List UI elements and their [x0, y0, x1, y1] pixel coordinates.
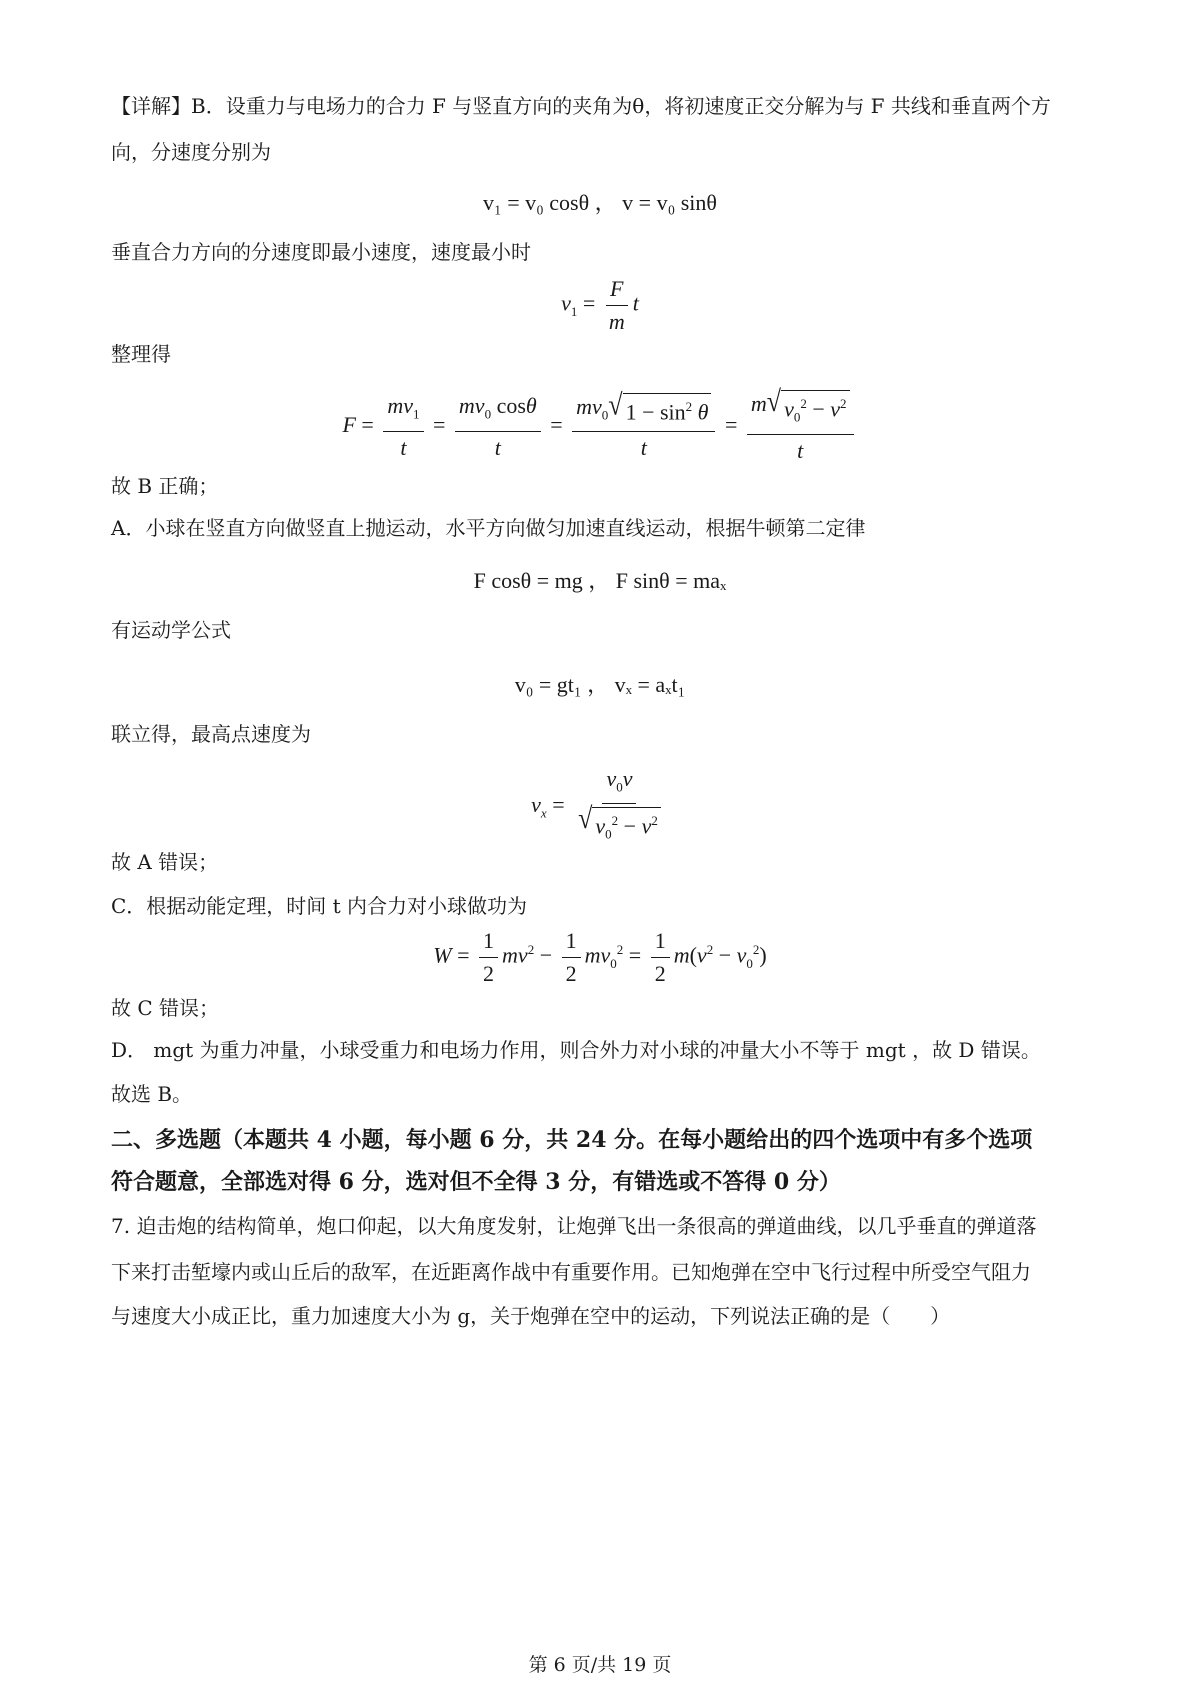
question-7-line-1: 7. 迫击炮的结构简单，炮口仰起，以大角度发射，让炮弹飞出一条很高的弹道曲线，以几乎垂直的弹道落 [111, 1214, 1037, 1238]
detail-line-2: 向，分速度分别为 [111, 140, 271, 164]
equation-top-speed: $v_x$ = $v_0v$ √ $v_0^2 - v^2$ [0, 766, 1200, 848]
equation-work: W = $\frac{1}{2}$ $mv^2$ − $\frac{1}{2}$ $mv_0^2$ = $\frac{1}{2}$ $m(v^2 - v_0^2)$ [433, 928, 767, 986]
question-7-line-3: 与速度大小成正比，重力加速度大小为 g，关于炮弹在空中的运动，下列说法正确的是（ ） [111, 1304, 951, 1328]
equation-min-velocity: $v_1$ = $\frac{F}{m}$ t [561, 276, 639, 334]
detail-line-5: 故 B 正确； [111, 474, 219, 498]
equation-force: F = $\frac{mv_1}{t}$ = $\frac{mv_0 \cos\theta}{t}$ = $mv_0$ √ $1 - \sin^2 \theta$ t = m √ $v_0^2 - v^2$ t [0, 390, 1200, 464]
equation-kinematics: v₀ = gt₁ ， vₓ = aₓt₁ [514, 672, 686, 697]
detail-line-10: C．根据动能定理，时间 t 内合力对小球做功为 [111, 894, 528, 918]
detail-line-9: 故 A 错误； [111, 850, 219, 874]
detail-line-12: D． mgt 为重力冲量，小球受重力和电场力作用，则合外力对小球的冲量大小不等于 mgt ，故 D 错误。 [111, 1038, 1041, 1062]
detail-line-3: 垂直合力方向的分速度即最小速度，速度最小时 [111, 240, 531, 264]
detail-line-4: 整理得 [111, 342, 171, 366]
section-heading-line-1: 二、多选题（本题共 4 小题，每小题 6 分，共 24 分。在每小题给出的四个选项中有多个选项 [111, 1127, 1033, 1153]
question-7-line-2: 下来打击堑壕内或山丘后的敌军，在近距离作战中有重要作用。已知炮弹在空中飞行过程中所受空气阻力 [111, 1260, 1031, 1284]
detail-line-7: 有运动学公式 [111, 618, 231, 642]
equation-velocity-components: v₁ = v₀ cosθ ， v = v₀ sinθ [483, 190, 717, 215]
page-footer: 第 6 页/共 19 页 [528, 1654, 672, 1676]
detail-line-11: 故 C 错误； [111, 996, 220, 1020]
detail-line-6: A．小球在竖直方向做竖直上抛运动，水平方向做匀加速直线运动，根据牛顿第二定律 [111, 516, 866, 540]
section-heading-line-2: 符合题意，全部选对得 6 分，选对但不全得 3 分，有错选或不答得 0 分） [111, 1169, 841, 1195]
equation-newton: F cosθ = mg ， F sinθ = maₓ [473, 568, 727, 593]
detail-line-13: 故选 B。 [111, 1082, 193, 1106]
detail-line-8: 联立得，最高点速度为 [111, 722, 311, 746]
detail-line-1: 【详解】B．设重力与电场力的合力 F 与竖直方向的夹角为θ，将初速度正交分解为与 F 共线和垂直两个方 [111, 94, 1051, 118]
